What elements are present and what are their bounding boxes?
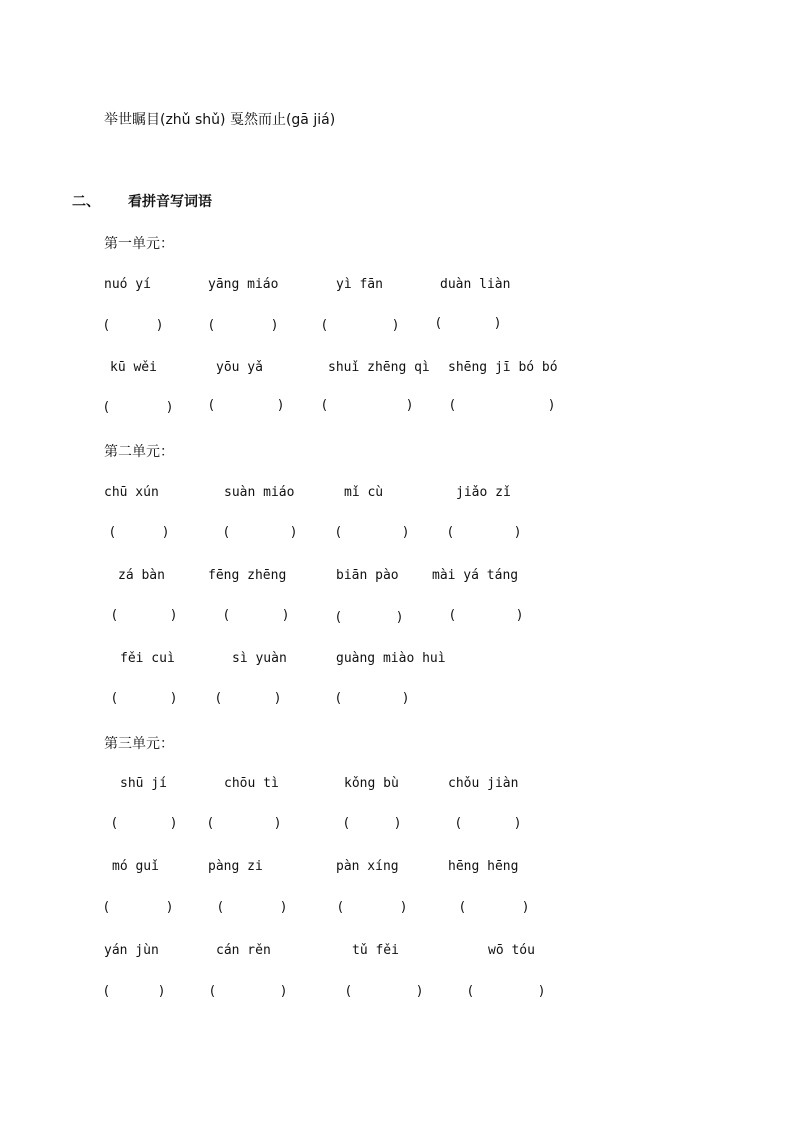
answer-blank[interactable]: ( ) [450,608,522,623]
answer-blank[interactable]: ( ) [209,398,283,413]
pinyin-item: duàn liàn [440,277,511,292]
pinyin-item: shū jí [120,776,167,791]
pinyin-item: mó guǐ [112,859,159,874]
unit-3-label: 第三单元： [104,736,174,752]
intro-line: 举世瞩目(zhǔ shǔ) 戛然而止(gā jiá) [104,112,336,128]
pinyin-item: kǒng bù [344,776,399,791]
pinyin-item: suàn miáo [224,485,295,500]
pinyin-item: yōu yǎ [216,360,263,375]
answer-blank[interactable]: ( ) [110,525,168,540]
answer-blank[interactable]: ( ) [112,816,176,831]
answer-blank[interactable]: ( ) [104,900,172,915]
pinyin-item: chōu tì [224,776,279,791]
answer-blank[interactable]: ( ) [468,984,544,999]
answer-blank[interactable]: ( ) [336,691,408,706]
pinyin-item: fēng zhēng [208,568,287,583]
answer-blank[interactable]: ( ) [336,525,408,540]
answer-blank[interactable]: ( ) [322,318,398,333]
answer-blank[interactable]: ( ) [436,316,500,331]
pinyin-item: chū xún [104,485,159,500]
answer-blank[interactable]: ( ) [216,691,280,706]
answer-blank[interactable]: ( ) [104,984,164,999]
pinyin-item: yán jùn [104,943,159,958]
answer-blank[interactable]: ( ) [112,691,176,706]
answer-blank[interactable]: ( ) [336,610,402,625]
pinyin-item: nuó yí [104,277,151,292]
section-heading [72,191,212,211]
pinyin-item: zá bàn [118,568,165,583]
answer-blank[interactable]: ( ) [450,398,554,413]
answer-blank[interactable]: ( ) [224,525,296,540]
pinyin-item: hēng hēng [448,859,519,874]
pinyin-item: pàn xíng [336,859,399,874]
section-title: 看拼音写词语 [128,194,212,210]
pinyin-item: mǐ cù [344,485,384,500]
pinyin-item: jiǎo zǐ [456,485,511,500]
answer-blank[interactable]: ( ) [210,984,286,999]
pinyin-item: wō tóu [488,943,535,958]
answer-blank[interactable]: ( ) [112,608,176,623]
pinyin-item: cán rěn [216,943,271,958]
pinyin-item: guàng miào huì [336,651,446,666]
answer-blank[interactable]: ( ) [456,816,520,831]
pinyin-item: fěi cuì [120,651,175,666]
pinyin-item: biān pào [336,568,399,583]
answer-blank[interactable]: ( ) [460,900,528,915]
answer-blank[interactable]: ( ) [224,608,288,623]
pinyin-item: pàng zi [208,859,263,874]
unit-1-label: 第一单元： [104,236,174,252]
unit-2-label: 第二单元： [104,444,174,460]
pinyin-item: tǔ fěi [352,943,399,958]
answer-blank[interactable]: ( ) [448,525,520,540]
answer-blank[interactable]: ( ) [344,816,400,831]
answer-blank[interactable]: ( ) [104,400,172,415]
pinyin-item: kū wěi [110,360,157,375]
pinyin-item: mài yá táng [432,568,519,583]
pinyin-item: yì fān [336,277,383,292]
answer-blank[interactable]: ( ) [104,318,162,333]
answer-blank[interactable]: ( ) [209,318,277,333]
answer-blank[interactable]: ( ) [208,816,280,831]
answer-blank[interactable]: ( ) [322,398,412,413]
answer-blank[interactable]: ( ) [338,900,406,915]
answer-blank[interactable]: ( ) [346,984,422,999]
pinyin-item: shuǐ zhēng qì [328,360,430,375]
answer-blank[interactable]: ( ) [218,900,286,915]
section-number: 二、 [72,194,100,210]
pinyin-item: yāng miáo [208,277,279,292]
pinyin-item: shēng jī bó bó [448,360,558,375]
pinyin-item: sì yuàn [232,651,287,666]
pinyin-item: chǒu jiàn [448,776,519,791]
